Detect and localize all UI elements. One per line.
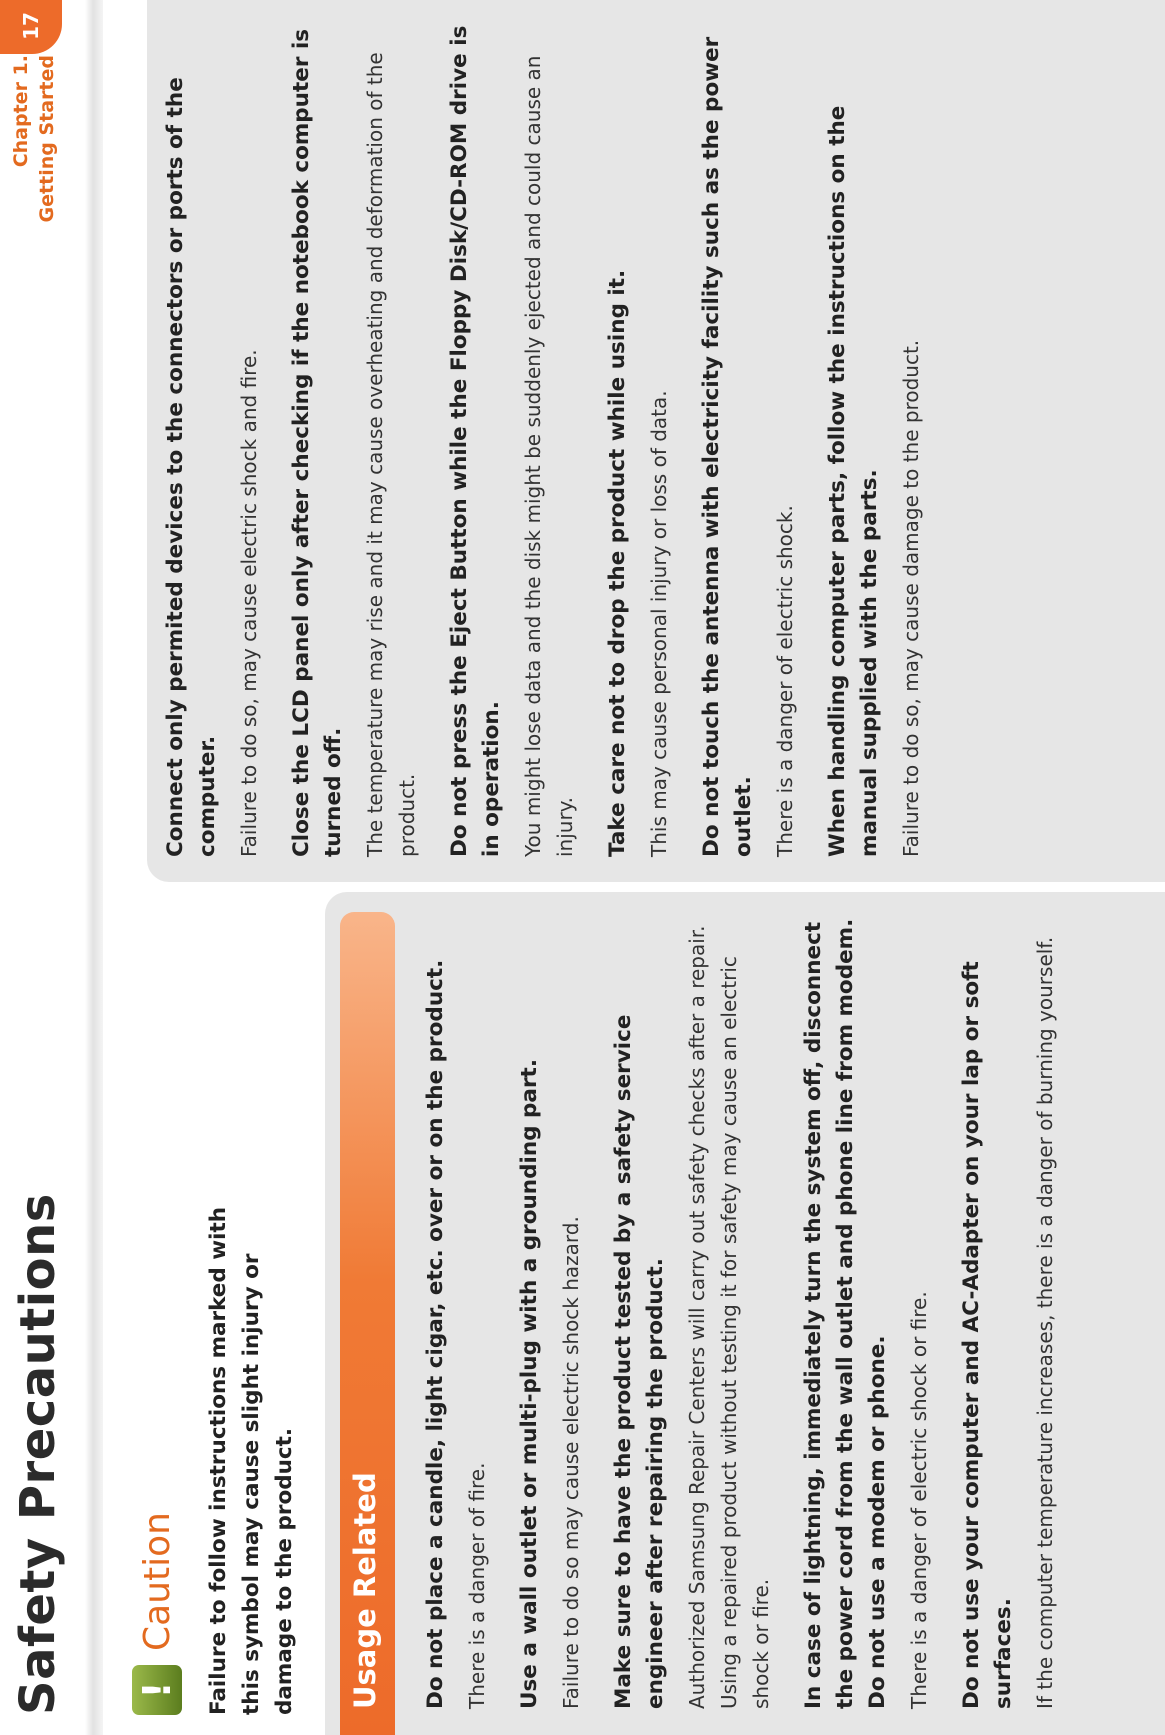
item-body: Authorized Samsung Repair Centers will carry out safety checks after a repair. Using a repaired product without testing it for safety may cause an electric shock or fire. (685, 925, 773, 1709)
item-body: If the computer temperature increases, there is a danger of burning yourself. (1033, 936, 1057, 1709)
item-heading: Do not use your computer and AC-Adapter on your lap or soft surfaces. (959, 961, 1016, 1709)
item-body: There is a danger of electric shock or fire. (907, 1291, 931, 1709)
list-item (514, 909, 587, 1709)
list-item (822, 12, 927, 857)
item-body: There is a danger of fire. (465, 1462, 489, 1709)
item-body: Failure to do so, may cause damage to the product. (899, 339, 923, 857)
usage-related-panel-continued (147, 0, 1165, 882)
section-header-bar (340, 912, 395, 1735)
list-item (956, 909, 1061, 1709)
item-body: There is a danger of electric shock. (773, 505, 797, 857)
item-heading: When handling computer parts, follow the instructions on the manual supplied with the parts. (825, 105, 882, 857)
right-item-list (160, 12, 948, 857)
item-heading: Use a wall outlet or multi-plug with a grounding part. (517, 1059, 542, 1709)
item-body: The temperature may rise and it may cause overheating and deformation of the product. (363, 52, 419, 857)
item-body: Failure to do so, may cause electric shock and fire. (237, 349, 261, 857)
page-title: Safety Precautions (10, 1193, 66, 1715)
item-heading: Do not touch the antenna with electricity facility such as the power outlet. (699, 36, 756, 857)
item-body: This may cause personal injury or loss of data. (647, 390, 671, 857)
list-item (798, 909, 935, 1709)
list-item (160, 12, 265, 857)
list-item (608, 909, 777, 1709)
chapter-label (8, 55, 60, 222)
list-item (444, 12, 581, 857)
chapter-name: Getting Started (36, 55, 58, 223)
usage-related-panel (325, 892, 1165, 1735)
caution-icon: ! (132, 1665, 182, 1715)
list-item (286, 12, 423, 857)
list-item (420, 909, 493, 1709)
section-title: Usage Related (348, 1472, 382, 1709)
caution-block (130, 1175, 301, 1715)
item-heading: Close the LCD panel only after checking if the notebook computer is turned off. (289, 28, 346, 857)
item-heading: Make sure to have the product tested by a safety service engineer after repairing the product. (611, 1014, 668, 1709)
item-heading: Connect only permited devices to the connectors or ports of the computer. (163, 77, 220, 857)
list-item (696, 12, 801, 857)
header-rule (85, 0, 103, 1735)
caution-heading (130, 1175, 184, 1715)
item-heading: In case of lightning, immediately turn the system off, disconnect the power cord from the wall outlet and phone line from modem. Do not use a modem or phone. (801, 918, 890, 1709)
page-number: 17 (0, 0, 62, 54)
item-body: You might lose data and the disk might be suddenly ejected and could cause an injury. (521, 55, 577, 857)
item-heading: Do not place a candle, light cigar, etc. over or on the product. (423, 959, 448, 1709)
item-body: Failure to do so may cause electric shock hazard. (559, 1216, 583, 1709)
caution-label: Caution (136, 1512, 178, 1651)
item-heading: Take care not to drop the product while using it. (605, 269, 630, 857)
list-item (602, 12, 675, 857)
item-heading: Do not press the Eject Button while the Floppy Disk/CD-ROM drive is in operation. (447, 25, 504, 857)
left-item-list (420, 909, 1082, 1709)
chapter-number: Chapter 1. (10, 55, 32, 168)
caution-text: Failure to follow instructions marked with this symbol may cause slight injury or damage to the product. (206, 1206, 297, 1715)
